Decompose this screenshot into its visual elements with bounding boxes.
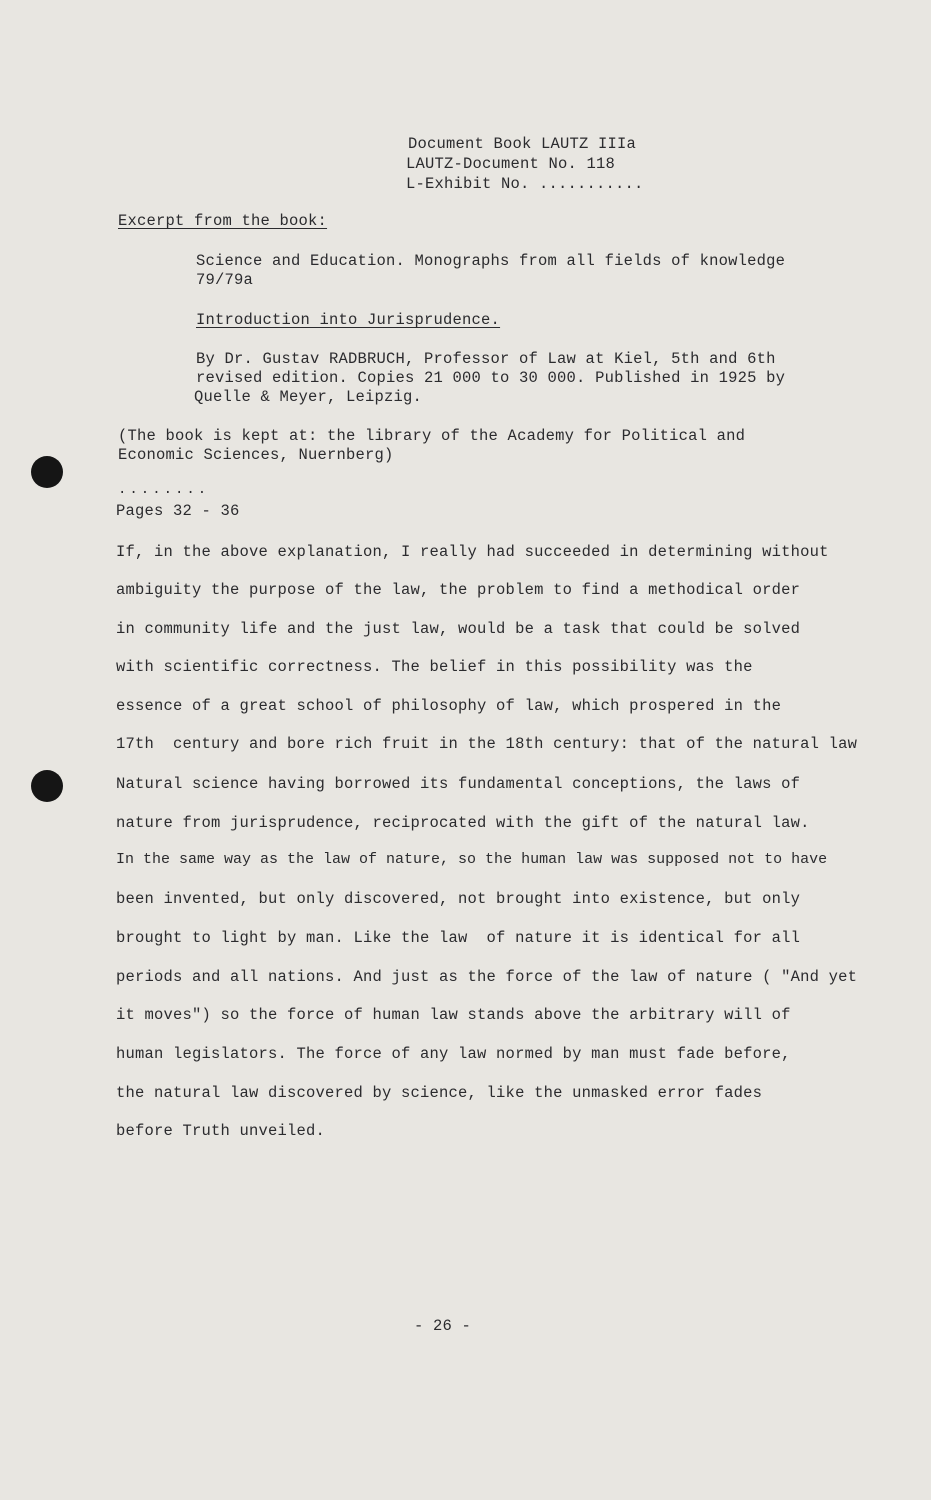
body-line: the natural law discovered by science, like the unmasked error fades: [116, 1084, 763, 1102]
book-author-line3: Quelle & Meyer, Leipzig.: [194, 388, 423, 406]
body-line: before Truth unveiled.: [116, 1122, 326, 1140]
excerpt-heading: Excerpt from the book:: [118, 212, 328, 230]
book-author-line1: By Dr. Gustav RADBRUCH, Professor of Law at Kiel, 5th and 6th: [196, 350, 776, 368]
header-doc-no: LAUTZ-Document No. 118: [406, 155, 616, 173]
pages-reference: Pages 32 - 36: [116, 502, 240, 520]
book-series-line1: Science and Education. Monographs from all fields of knowledge: [196, 252, 786, 270]
body-line: in community life and the just law, would be a task that could be solved: [116, 620, 801, 638]
body-line: If, in the above explanation, I really had succeeded in determining without: [116, 543, 829, 561]
book-author-line2: revised edition. Copies 21 000 to 30 000. Published in 1925 by: [196, 369, 786, 387]
body-line: ambiguity the purpose of the law, the problem to find a methodical order: [116, 581, 801, 599]
body-line: been invented, but only discovered, not brought into existence, but only: [116, 890, 801, 908]
body-line: it moves") so the force of human law stands above the arbitrary will of: [116, 1006, 791, 1024]
body-line: nature from jurisprudence, reciprocated with the gift of the natural law.: [116, 814, 810, 832]
punch-hole-bottom: [31, 770, 63, 802]
book-title: Introduction into Jurisprudence.: [196, 311, 501, 329]
body-line: periods and all nations. And just as the force of the law of nature ( "And yet: [116, 968, 858, 986]
punch-hole-top: [31, 456, 63, 488]
body-line: In the same way as the law of nature, so the human law was supposed not to have: [116, 851, 828, 868]
note-line2: Economic Sciences, Nuernberg): [118, 446, 394, 464]
body-line: human legislators. The force of any law normed by man must fade before,: [116, 1045, 791, 1063]
separator-dots: ........: [118, 482, 210, 498]
body-line: 17th century and bore rich fruit in the 18th century: that of the natural law: [116, 735, 858, 753]
book-series-line2: 79/79a: [196, 271, 254, 289]
header-exhibit: L-Exhibit No. ...........: [406, 175, 644, 193]
page-number: - 26 -: [414, 1317, 472, 1335]
body-line: with scientific correctness. The belief in this possibility was the: [116, 658, 753, 676]
note-line1: (The book is kept at: the library of the Academy for Political and: [118, 427, 746, 445]
header-doc-book: Document Book LAUTZ IIIa: [408, 135, 637, 153]
body-line: brought to light by man. Like the law of nature it is identical for all: [116, 929, 801, 947]
body-line: essence of a great school of philosophy of law, which prospered in the: [116, 697, 782, 715]
body-line: Natural science having borrowed its fundamental conceptions, the laws of: [116, 775, 801, 793]
